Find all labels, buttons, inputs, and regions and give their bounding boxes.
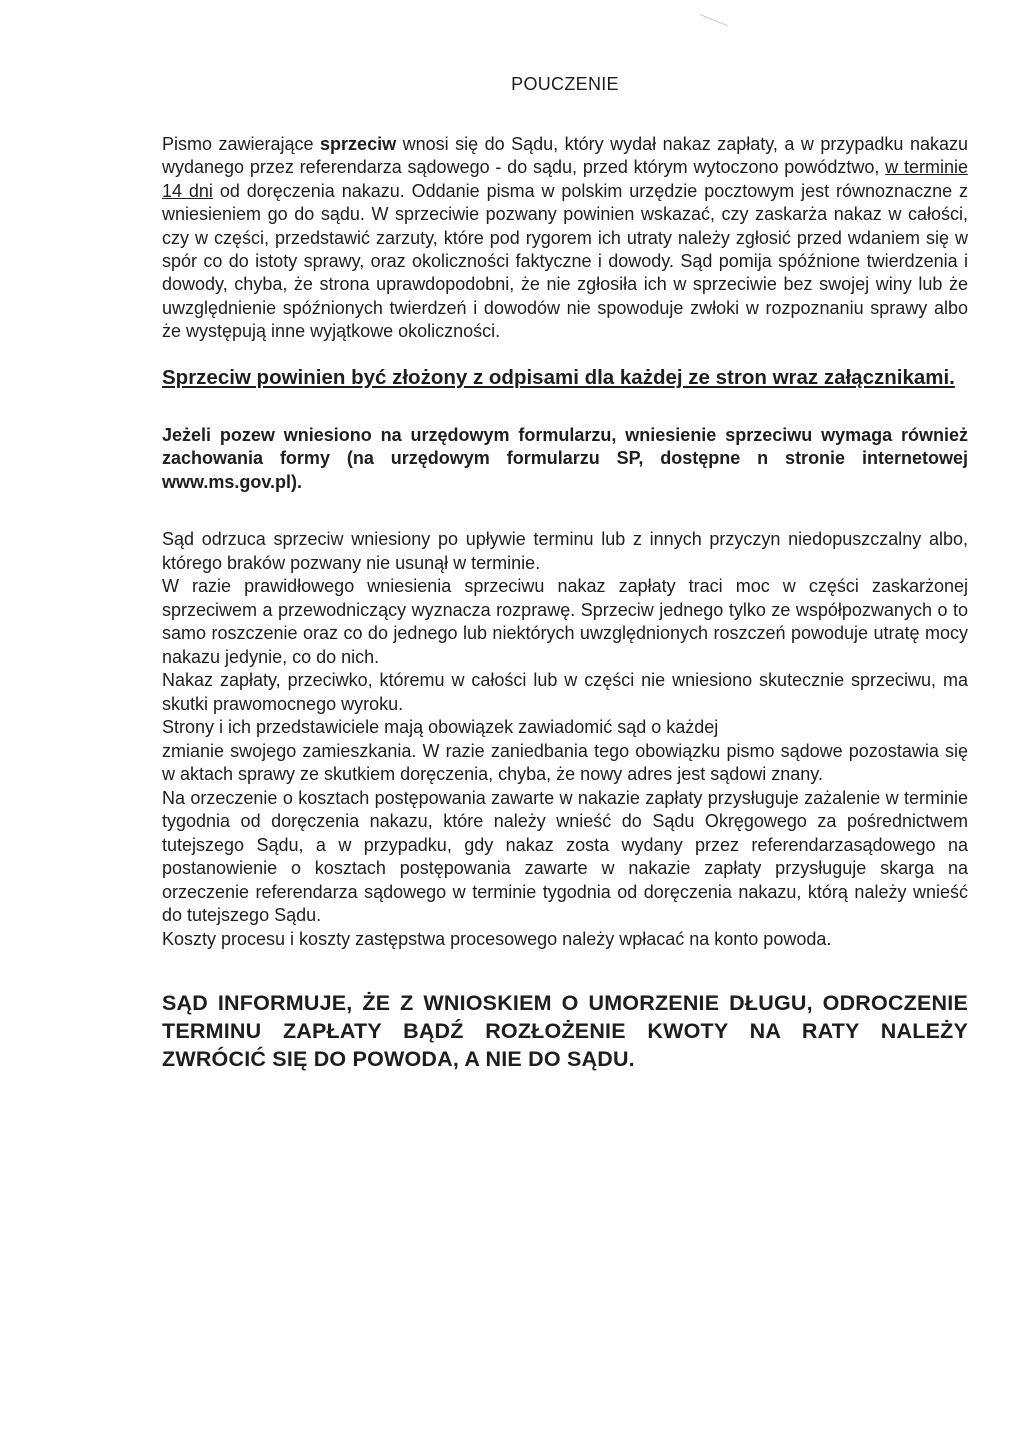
final-judgment-paragraph: Nakaz zapłaty, przeciwko, któremu w całości lub w części nie wniesiono skutecznie sprzeciwu, ma skutki prawomocnego wyroku. (162, 670, 968, 714)
official-form-notice: Jeżeli pozew wniesiono na urzędowym formularzu, wniesienie sprzeciwu wymaga również zachowania formy (na urzędowym formularzu SP, dostępne n stronie internetowej www.ms.gov.pl). (162, 424, 968, 492)
para1-text-b: wnosi się do Sądu, który wydał nakaz zapłaty, a w przypadku nakazu wydanego przez referendarza sądowego - do sądu, przed którym wytoczono powództwo, (162, 134, 968, 178)
court-information-notice: SĄD INFORMUJE, ŻE Z WNIOSKIEM O UMORZENIE DŁUGU, ODROCZENIE TERMINU ZAPŁATY BĄDŹ ROZŁOŻENIE KWOTY NA RATY NALEŻY ZWRÓCIĆ SIĘ DO POWODA, A NIE DO SĄDU. (162, 991, 968, 1072)
rejection-paragraph: Sąd odrzuca sprzeciw wniesiony po upływie terminu lub z innych przyczyn niedopuszczalny albo, którego braków pozwany nie usunął w terminie. (162, 529, 968, 573)
address-change-line: Strony i ich przedstawiciele mają obowiązek zawiadomić sąd o każdej (162, 717, 719, 738)
document-title: POUCZENIE (511, 74, 619, 94)
copies-notice: Sprzeciw powinien być złożony z odpisami dla każdej ze stron wraz załącznikami. (162, 365, 955, 389)
para1-text-a: Pismo zawierające (162, 134, 321, 154)
scan-artifact (692, 14, 728, 45)
costs-complaint-paragraph: Na orzeczenie o kosztach postępowania zawarte w nakazie zapłaty przysługuje zażalenie w terminie tygodnia od doręczenia nakazu, które należy wnieść do Sądu Okręgowego za pośrednictwem tutejszego Sądu, a w przypadku, gdy nakaz zosta wydany przez referendarzasądowego na postanowienie o kosztach postępowania zawarte w nakazie zapłaty przysługuje skarga na orzeczenie referendarza sądowego w terminie tygodnia od doręczenia nakazu, którą należy wnieść do tutejszego Sądu. (162, 787, 968, 926)
document-page (162, 74, 968, 1073)
objection-instructions-paragraph (162, 133, 968, 344)
deadline-underlined: w terminie 14 dni (162, 157, 968, 201)
para1-bold-term: sprzeciw (320, 134, 397, 154)
proper-objection-paragraph: W razie prawidłowego wniesienia sprzeciwu nakaz zapłaty traci moc w części zaskarżonej sprzeciwem a przewodniczący wyznacza rozprawę. Sprzeciw jednego tylko ze współpozwanych o to samo roszczenie oraz co do jednego lub niektórych uwzględnionych roszczeń powoduje utratę mocy nakazu jedynie, co do nich. (162, 576, 968, 667)
costs-payment-paragraph: Koszty procesu i koszty zastępstwa procesowego należy wpłacać na konto powoda. (162, 928, 832, 949)
address-change-paragraph: zmianie swojego zamieszkania. W razie zaniedbania tego obowiązku pismo sądowe pozostawia się w aktach sprawy ze skutkiem doręczenia, chyba, że nowy adres jest sądowi znany. (162, 740, 968, 785)
court-procedure-section (162, 528, 968, 951)
para1-text-c: od doręczenia nakazu. Oddanie pisma w polskim urzędzie pocztowym jest równoznaczne z wniesieniem go do sądu. W sprzeciwie pozwany powinien wskazać, czy zaskarża nakaz w całości, czy w części, przedstawić zarzuty, które pod rygorem ich utraty należy zgłosić przed wdaniem się w spór co do istoty sprawy, oraz okoliczności faktyczne i dowody. Sąd pomija spóźnione twierdzenia i dowody, chyba, że strona uprawdopodobni, że nie zgłosiła ich w sprzeciwie bez swojej winy lub że uwzględnienie spóźnionych twierdzeń i dowodów nie spowoduje zwłoki w rozpoznaniu sprawy albo że występują inne wyjątkowe okoliczności. (162, 180, 968, 342)
